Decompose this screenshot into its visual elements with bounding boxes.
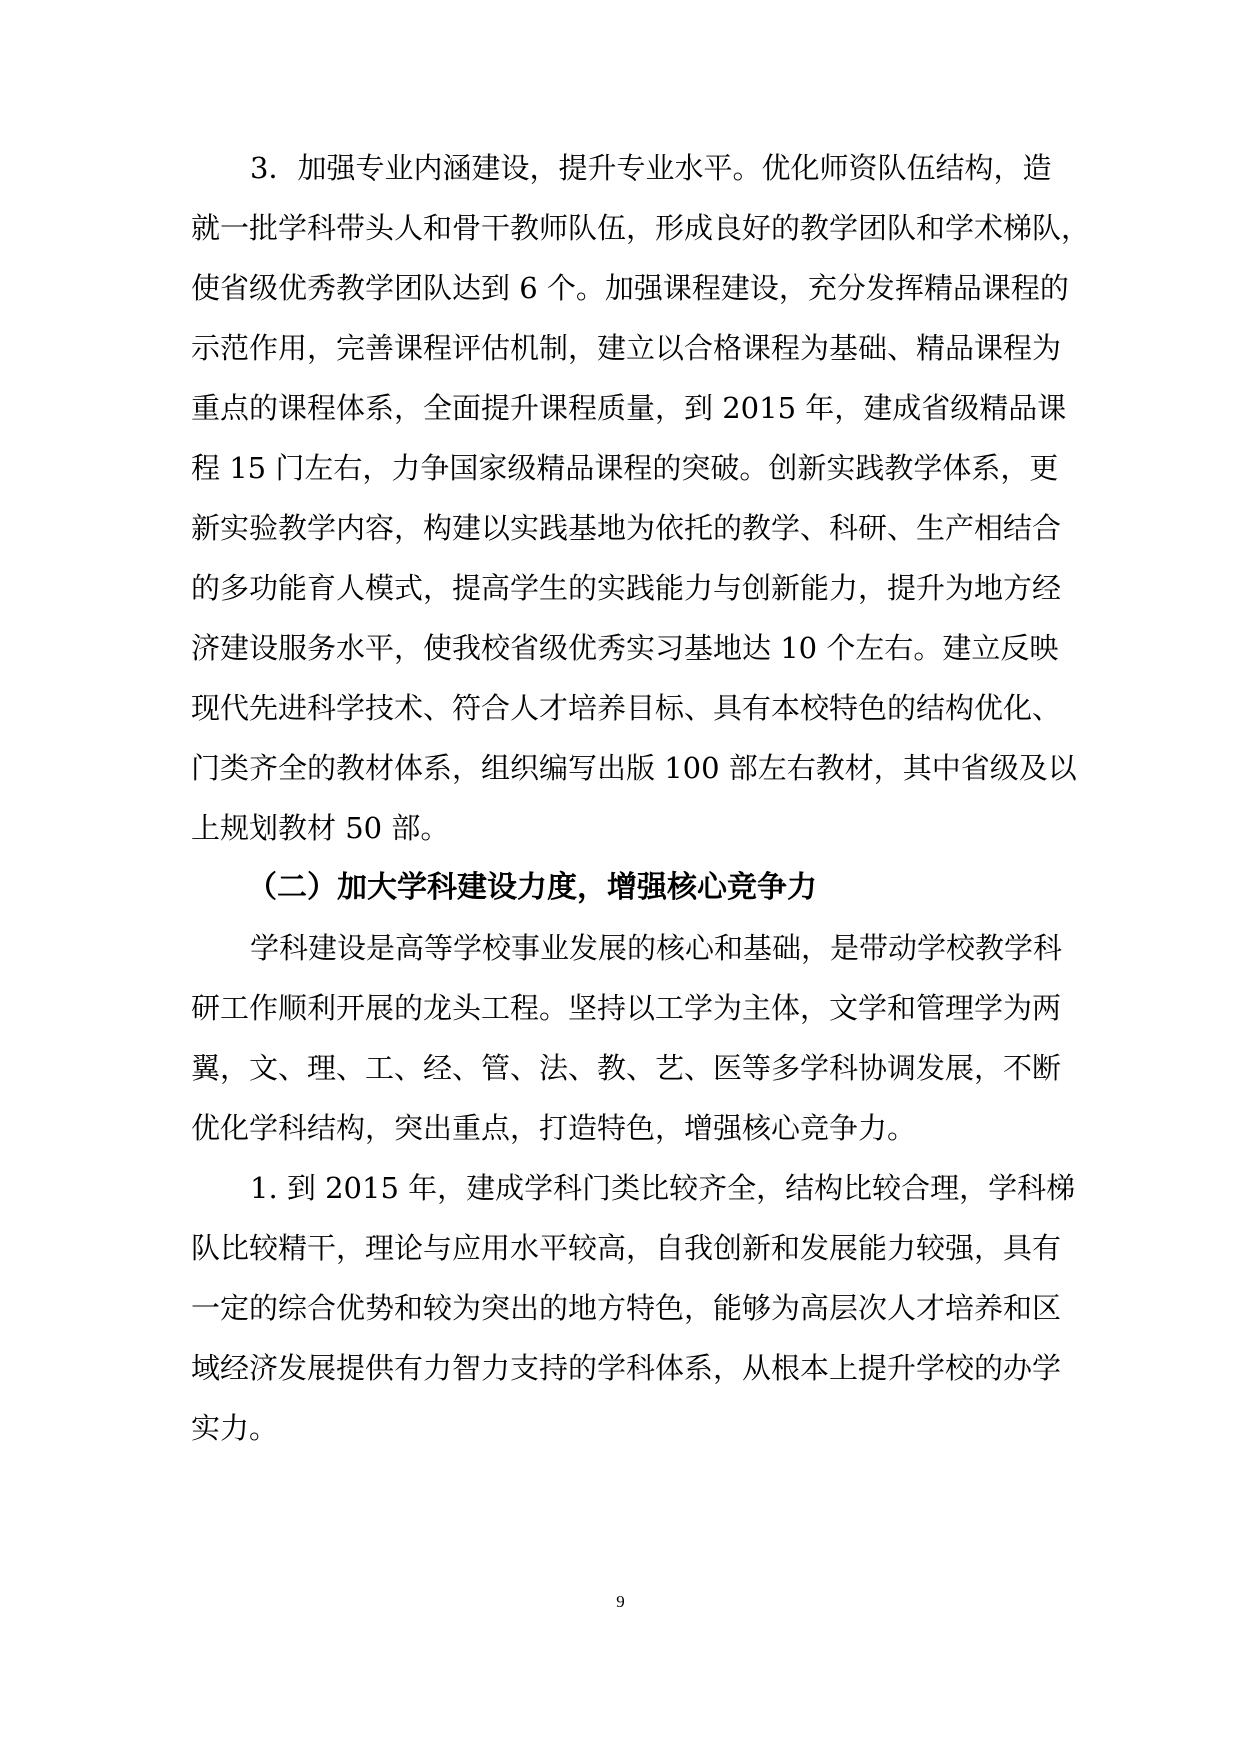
paragraph-line: 3．加强专业内涵建设，提升专业水平。优化师资队伍结构，造	[250, 151, 1052, 185]
paragraph-line: 济建设服务水平，使我校省级优秀实习基地达 10 个左右。建立反映	[191, 631, 1059, 665]
paragraph-line: 新实验教学内容，构建以实践基地为依托的教学、科研、生产相结合	[191, 511, 1062, 545]
paragraph-line: 使省级优秀教学团队达到 6 个。加强课程建设，充分发挥精品课程的	[191, 271, 1069, 305]
paragraph-line: 的多功能育人模式，提高学生的实践能力与创新能力，提升为地方经	[191, 571, 1062, 605]
paragraph-line: 程 15 门左右，力争国家级精品课程的突破。创新实践教学体系，更	[191, 451, 1059, 485]
paragraph-line: 上规划教材 50 部。	[191, 811, 450, 845]
paragraph-line: 优化学科结构，突出重点，打造特色，增强核心竞争力。	[191, 1111, 917, 1145]
paragraph-line: 翼，文、理、工、经、管、法、教、艺、医等多学科协调发展，不断	[191, 1051, 1062, 1085]
paragraph-line: 示范作用，完善课程评估机制，建立以合格课程为基础、精品课程为	[191, 331, 1062, 365]
section-heading: （二）加大学科建设力度，增强核心竞争力	[247, 870, 817, 905]
paragraph-line: 一定的综合优势和较为突出的地方特色，能够为高层次人才培养和区	[191, 1291, 1062, 1325]
paragraph-line: 就一批学科带头人和骨干教师队伍，形成良好的教学团队和学术梯队，	[191, 211, 1091, 245]
paragraph-line: 重点的课程体系，全面提升课程质量，到 2015 年，建成省级精品课	[191, 391, 1067, 425]
paragraph-line: 队比较精干，理论与应用水平较高，自我创新和发展能力较强，具有	[191, 1231, 1062, 1265]
paragraph-line: 现代先进科学技术、符合人才培养目标、具有本校特色的结构优化、	[191, 691, 1062, 725]
paragraph-line: 实力。	[191, 1411, 279, 1445]
paragraph-line: 研工作顺利开展的龙头工程。坚持以工学为主体，文学和管理学为两	[191, 991, 1062, 1025]
paragraph-line: 学科建设是高等学校事业发展的核心和基础，是带动学校教学科	[250, 931, 1063, 965]
page-number: 9	[616, 1592, 625, 1611]
paragraph-line: 1. 到 2015 年，建成学科门类比较齐全，结构比较合理，学科梯	[250, 1171, 1076, 1205]
paragraph-line: 域经济发展提供有力智力支持的学科体系，从根本上提升学校的办学	[191, 1351, 1062, 1385]
paragraph-line: 门类齐全的教材体系，组织编写出版 100 部左右教材，其中省级及以	[191, 751, 1077, 785]
